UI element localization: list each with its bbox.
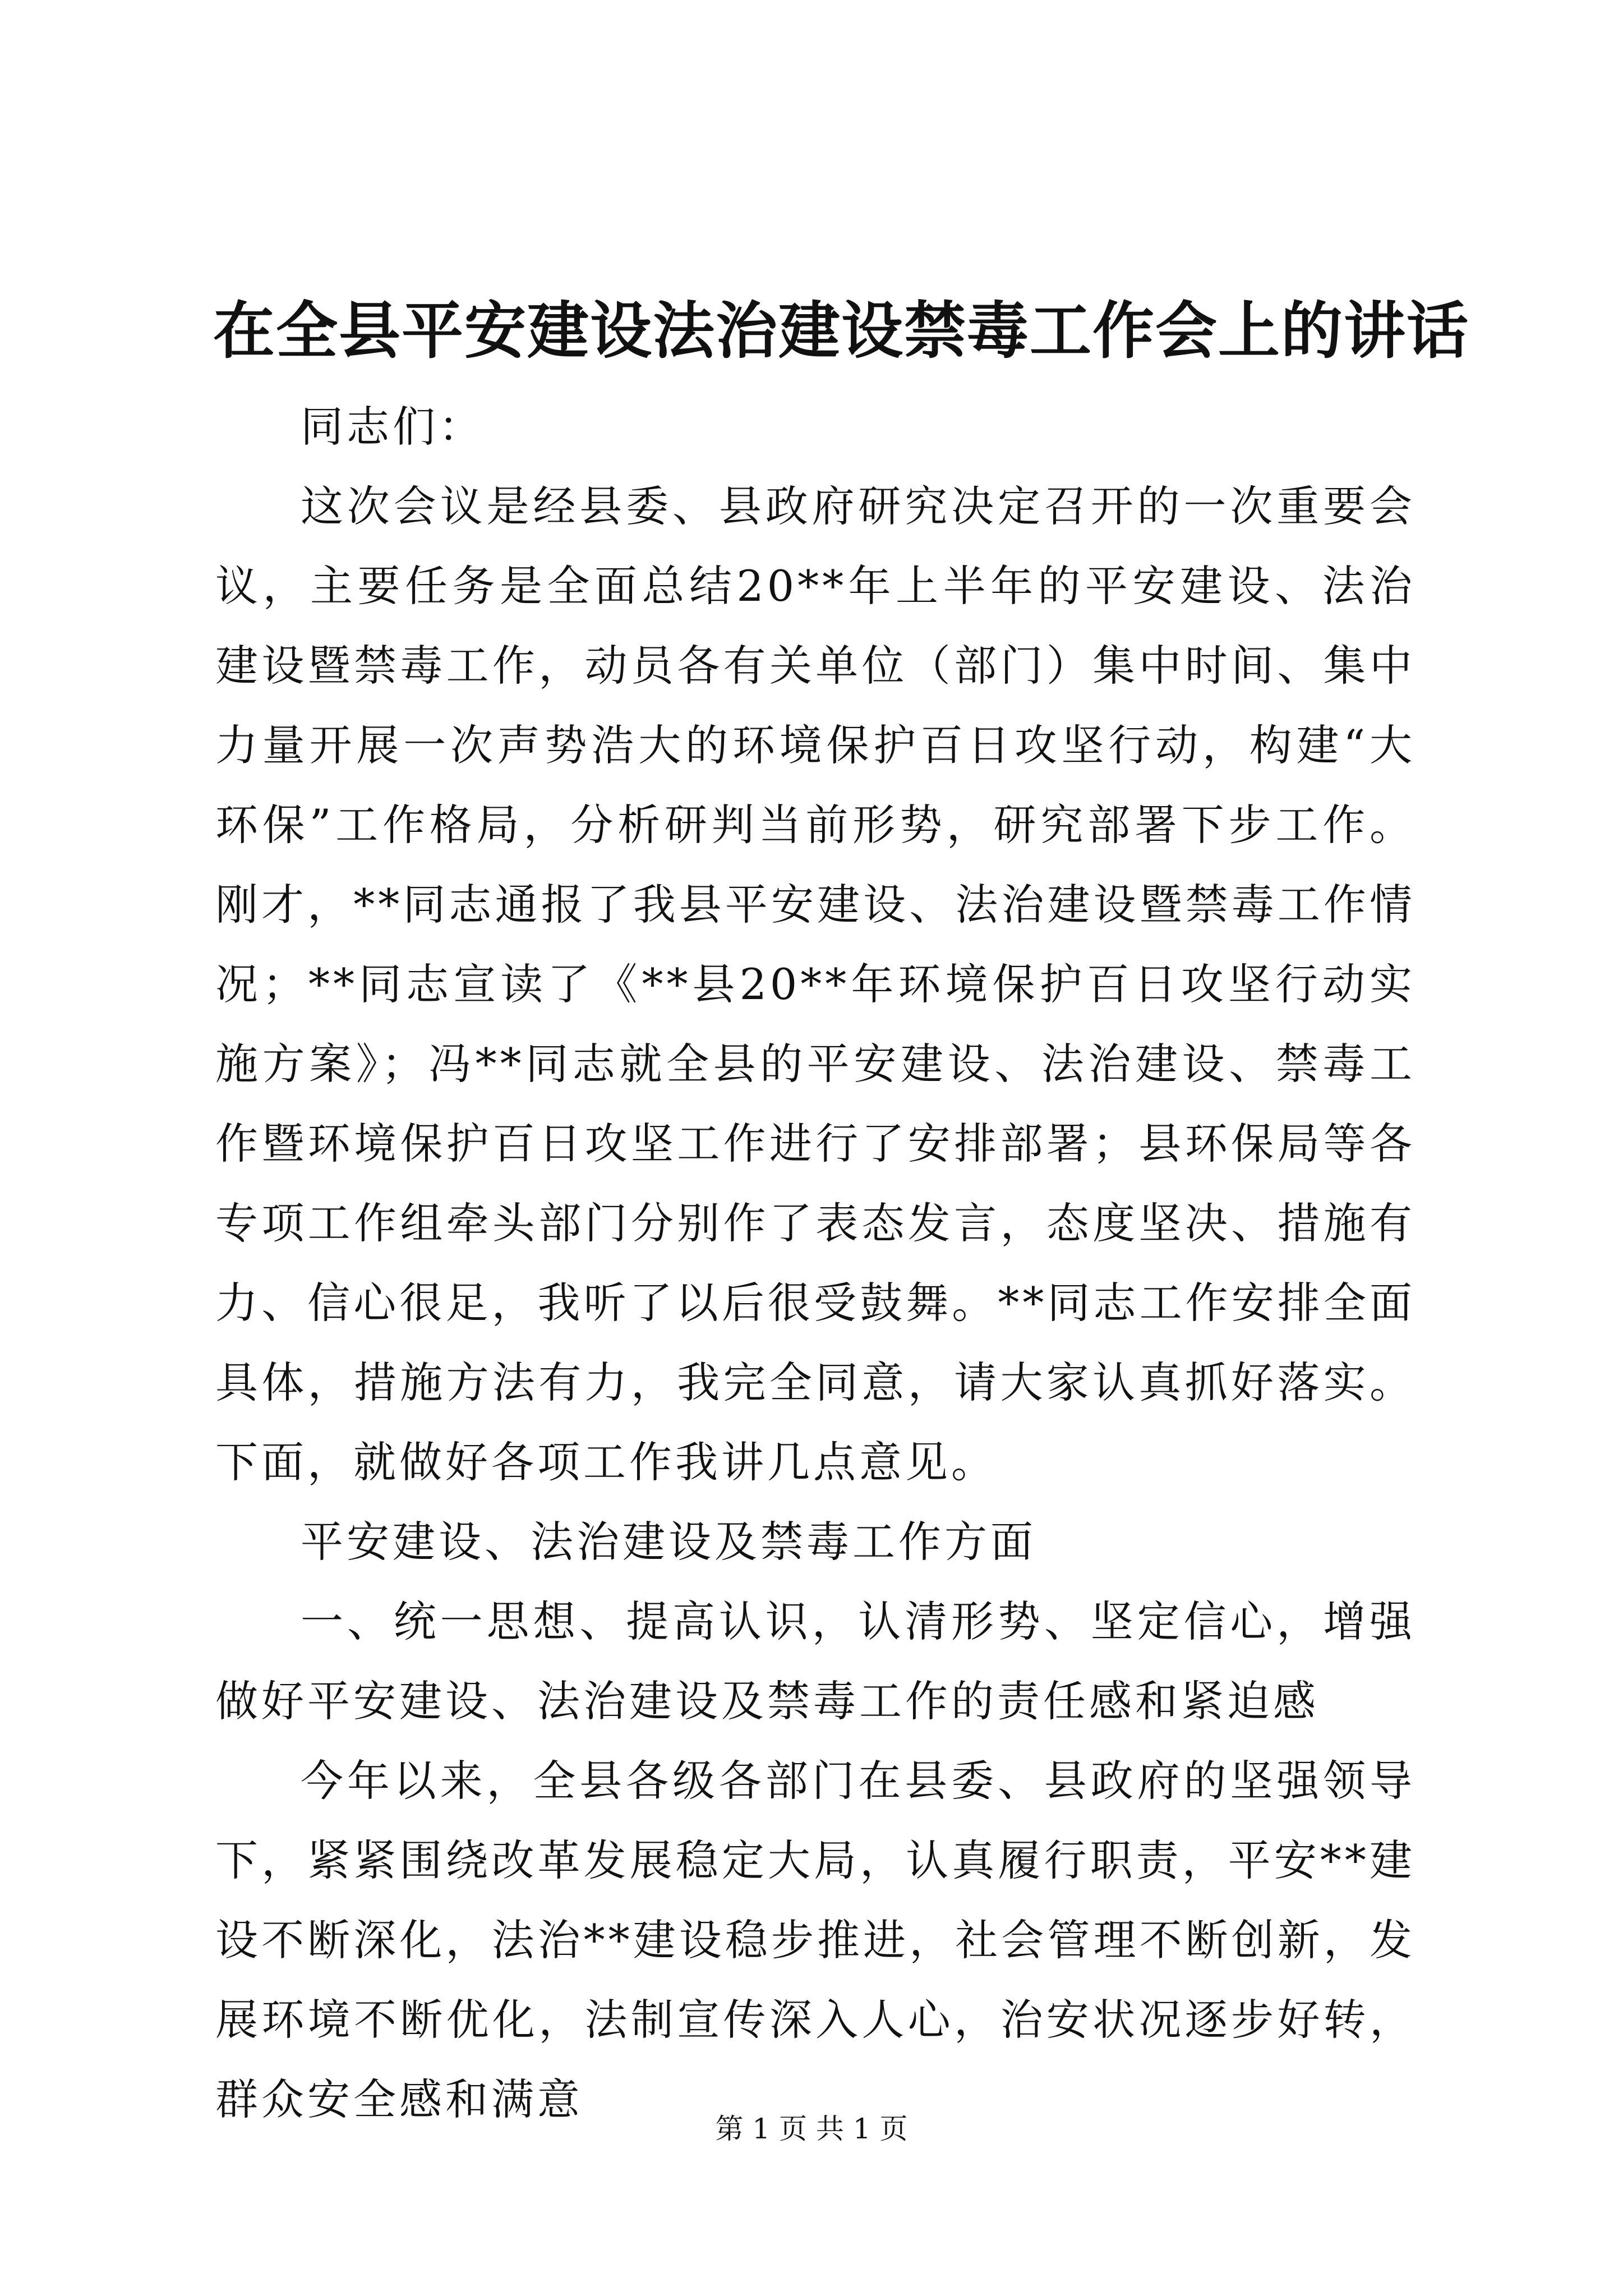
paragraph-intro: 这次会议是经县委、县政府研究决定召开的一次重要会议，主要任务是全面总结20**年上半年的平安建设、法治建设暨禁毒工作，动员各有关单位（部门）集中时间、集中力量开展一次声势浩大的环境保护百日攻坚行动，构建“大环保”工作格局，分析研判当前形势，研究部署下步工作。刚才，**同志通报了我县平安建设、法治建设暨禁毒工作情况；**同志宣读了《**县20**年环境保护百日攻坚行动实施方案》；冯**同志就全县的平安建设、法治建设、禁毒工作暨环境保护百日攻坚工作进行了安排部署；县环保局等各专项工作组牵头部门分别作了表态发言，态度坚决、措施有力、信心很足，我听了以后很受鼓舞。**同志工作安排全面具体，措施方法有力，我完全同意，请大家认真抓好落实。下面，就做好各项工作我讲几点意见。 [215,481,1415,1487]
page-number-footer: 第 1 页 共 1 页 [715,2113,908,2145]
section-heading: 平安建设、法治建设及禁毒工作方面 [301,1517,1036,1567]
subsection-heading: 一、统一思想、提高认识，认清形势、坚定信心，增强做好平安建设、法治建设及禁毒工作的责任感和紧迫感 [215,1596,1415,1726]
document-body [215,387,1415,2139]
document-title: 在全县平安建设法治建设禁毒工作会上的讲话 [213,295,1469,367]
salutation: 同志们： [301,402,485,452]
paragraph-body: 今年以来，全县各级各部门在县委、县政府的坚强领导下，紧紧围绕改革发展稳定大局，认真履行职责，平安**建设不断深化，法治**建设稳步推进，社会管理不断创新，发展环境不断优化，法制宣传深入人心，治安状况逐步好转，群众安全感和满意 [215,1756,1415,2124]
